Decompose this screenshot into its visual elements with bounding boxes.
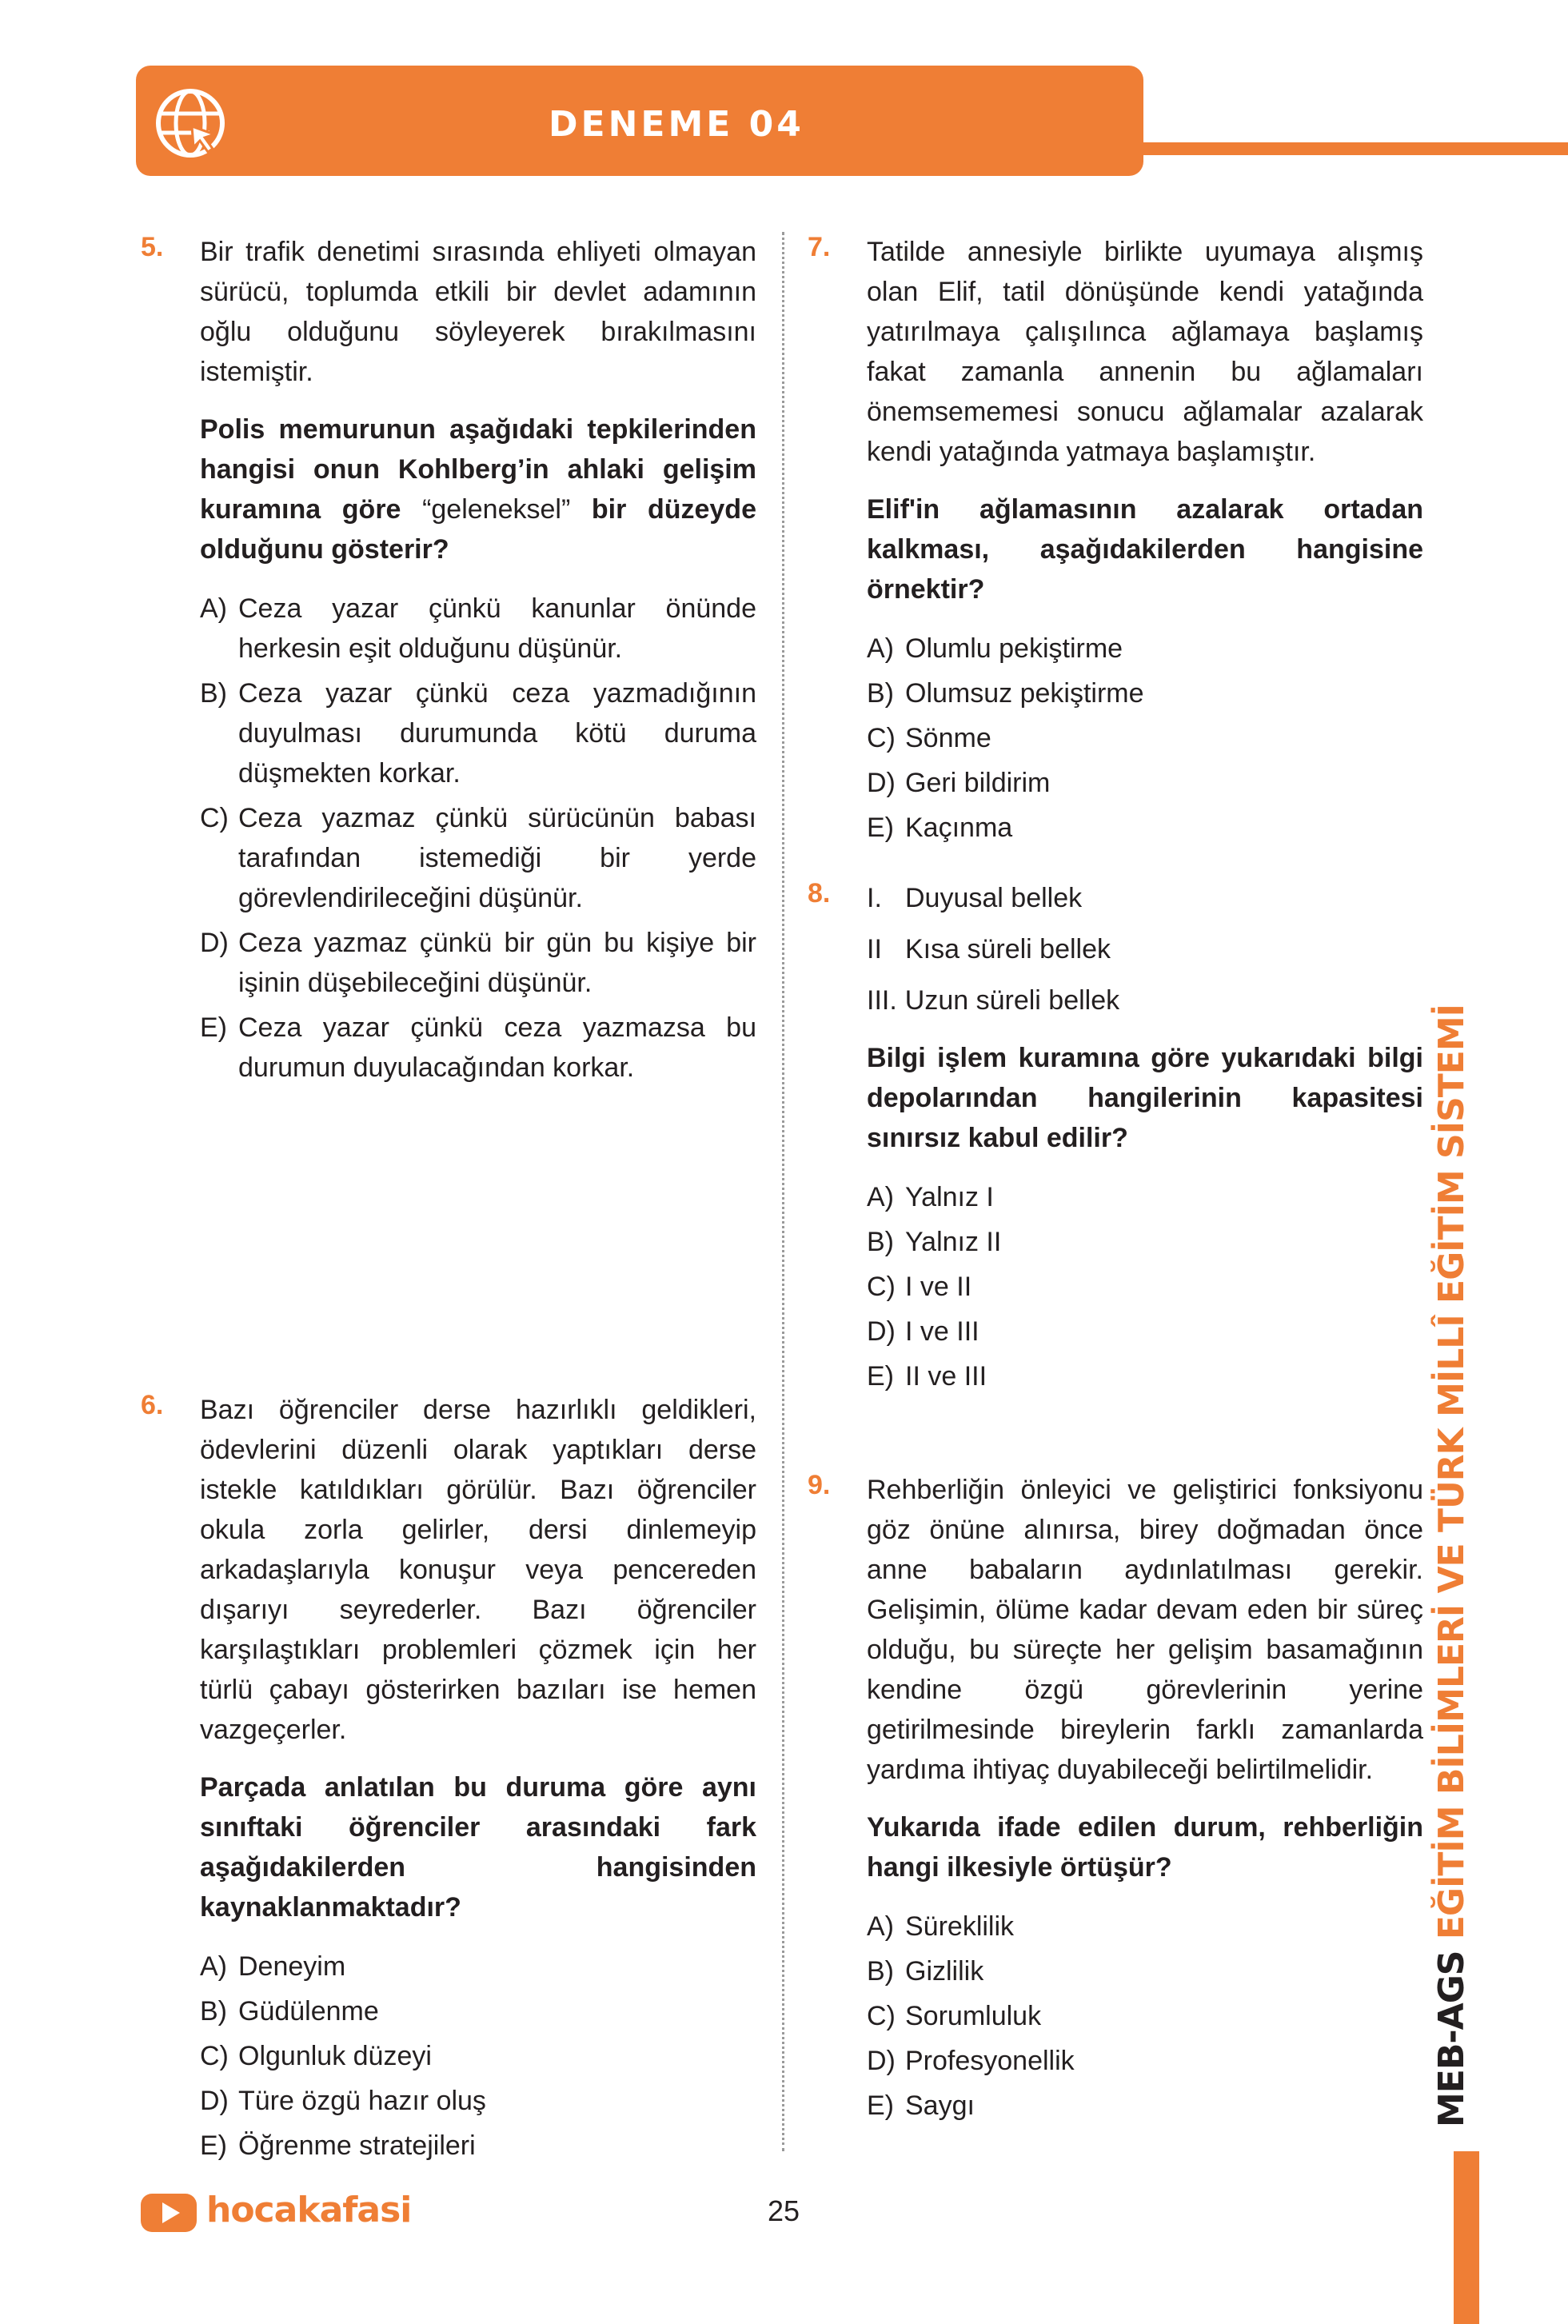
- question-prompt: Yukarıda ifade edilen durum, rehberliğin hangi ilkesiyle örtüşür?: [867, 1812, 1423, 1883]
- globe-cursor-icon: [154, 86, 227, 160]
- question-number: 9.: [808, 1470, 831, 1500]
- question-prompt: Elif'in ağlamasının azalarak ortadan kalkması, aşağıdakilerden hangisine örnektir?: [867, 494, 1423, 605]
- option-c[interactable]: C) I ve II: [867, 1272, 972, 1302]
- option-b[interactable]: B) Olumsuz pekiştirme: [867, 678, 1144, 709]
- question-prompt: Bilgi işlem kuramına göre yukarıdaki bilgi depolarından hangilerinin kapasitesi sınırsız kabul edilir?: [867, 1043, 1423, 1153]
- brand-logo: hocakafasi: [206, 2190, 412, 2230]
- option-c[interactable]: C) Sorumluluk: [867, 2001, 1042, 2031]
- option-list: [200, 1947, 756, 2166]
- question-5: [141, 232, 756, 1092]
- question-number: 7.: [808, 232, 831, 262]
- option-b[interactable]: B) Gizlilik: [867, 1956, 984, 1987]
- header-rule: [1143, 142, 1568, 155]
- option-a[interactable]: A) Olumlu pekiştirme: [867, 633, 1123, 664]
- play-triangle: [162, 2202, 180, 2223]
- option-a[interactable]: A) Yalnız I: [867, 1182, 994, 1212]
- question-stem: Tatilde annesiyle birlikte uyumaya alışmış olan Elif, tatil dönüşünde kendi yatağında yatırılmaya çalışılınca ağlamaya başlamış fakat zamanla annenin bu ağlamaları önemsememesi sonucu ağlamalar azalarak kendi yatağında yatmaya başlamıştır.: [867, 237, 1423, 467]
- question-8: [808, 878, 1423, 1401]
- option-list: [867, 1907, 1423, 2126]
- side-accent-bar: [1454, 2151, 1479, 2324]
- option-e[interactable]: E) Ceza yazar çünkü ceza yazmazsa bu durumun duyulacağından korkar.: [200, 1012, 756, 1083]
- question-number: 6.: [141, 1390, 164, 1420]
- side-label-orange: EĞİTİM BİLİMLERİ VE TÜRK MİLLÎ EĞİTİM SİSTEMİ: [1431, 1004, 1472, 1940]
- option-list: [867, 1177, 1423, 1396]
- side-label: [1431, 1004, 1479, 2127]
- option-c[interactable]: C) Olgunluk düzeyi: [200, 2041, 432, 2071]
- question-number: 5.: [141, 232, 164, 262]
- option-d[interactable]: D) Geri bildirim: [867, 768, 1051, 798]
- question-stem: Bazı öğrenciler derse hazırlıklı geldikleri, ödevlerini düzenli olarak yaptıkları derse istekle katıldıkları görülür. Bazı öğrenciler okula zorla gelirler, dersi dinlemeyip arkadaşlarıyla konuşur veya pencereden dışarıyı seyrederler. Bazı öğrenciler karşılaştıkları problemleri çözmek için her türlü çabayı gösterirken bazıları ise hemen vazgeçerler.: [200, 1395, 756, 1745]
- column-divider: [782, 232, 784, 2151]
- prompt-part-a: Polis memurunun aşağıdaki tepkilerinden hangisi onun Kohlberg’in ahlaki gelişim kuramına göre: [200, 414, 756, 525]
- option-e[interactable]: E) Öğrenme stratejileri: [200, 2130, 476, 2161]
- option-d[interactable]: D) Profesyonellik: [867, 2046, 1075, 2076]
- question-7: [808, 232, 1423, 853]
- option-e[interactable]: E) Saygı: [867, 2090, 975, 2121]
- option-list: [200, 589, 756, 1088]
- statement-list: [867, 878, 1423, 1020]
- question-prompt: [200, 409, 756, 569]
- option-list: [867, 629, 1423, 848]
- option-c[interactable]: C) Sönme: [867, 723, 991, 753]
- option-a[interactable]: A) Deneyim: [200, 1951, 346, 1982]
- option-b[interactable]: B) Yalnız II: [867, 1227, 1002, 1257]
- option-d[interactable]: D) I ve III: [867, 1316, 980, 1347]
- option-a[interactable]: A) Ceza yazar çünkü kanunlar önünde herkesin eşit olduğunu düşünür.: [200, 593, 756, 664]
- option-d[interactable]: D) Ceza yazmaz çünkü bir gün bu kişiye bir işinin düşebileceğini düşünür.: [200, 928, 756, 998]
- question-stem: Rehberliğin önleyici ve geliştirici fonksiyonu göz önüne alınırsa, birey doğmadan önce anne babaların aydınlatılması gerekir. Gelişimin, ölüme kadar devam eden bir süreç olduğu, bu süreçte her gelişim basamağının kendine özgü görevlerinin yerine getirilmesinde bireylerin farklı zamanlarda yardıma ihtiyaç duyabileceği belirtilmelidir.: [867, 1475, 1423, 1785]
- question-prompt: Parçada anlatılan bu duruma göre aynı sınıftaki öğrenciler arasındaki fark aşağıdakilerden hangisinden kaynaklanmaktadır?: [200, 1772, 756, 1923]
- question-6: [141, 1390, 756, 2170]
- prompt-quote: “geleneksel”: [422, 494, 571, 525]
- question-number: 8.: [808, 878, 831, 908]
- question-stem: Bir trafik denetimi sırasında ehliyeti olmayan sürücü, toplumda etkili bir devlet adamının oğlu olduğunu söyleyerek bırakılmasını istemiştir.: [200, 237, 756, 387]
- side-label-dark: MEB-AGS: [1431, 1951, 1472, 2127]
- option-e[interactable]: E) Kaçınma: [867, 813, 1013, 843]
- option-e[interactable]: E) II ve III: [867, 1361, 987, 1392]
- option-b[interactable]: B) Güdülenme: [200, 1996, 379, 2027]
- question-9: [808, 1470, 1423, 2130]
- prompt-part-b: bir düzeyde olduğunu gösterir?: [200, 494, 756, 565]
- statement-item: I. Duyusal bellek: [867, 883, 1083, 913]
- option-a[interactable]: A) Süreklilik: [867, 1911, 1015, 1942]
- option-c[interactable]: C) Ceza yazmaz çünkü sürücünün babası tarafından istemediği bir yerde görevlendirileceğini düşünür.: [200, 803, 756, 913]
- option-d[interactable]: D) Türe özgü hazır oluş: [200, 2086, 486, 2116]
- option-b[interactable]: B) Ceza yazar çünkü ceza yazmadığının duyulması durumunda kötü duruma düşmekten korkar.: [200, 678, 756, 789]
- statement-item: II Kısa süreli bellek: [867, 934, 1111, 964]
- page-title: DENEME 04: [549, 104, 804, 145]
- statement-item: III. Uzun süreli bellek: [867, 985, 1120, 1016]
- page-number: 25: [767, 2194, 800, 2227]
